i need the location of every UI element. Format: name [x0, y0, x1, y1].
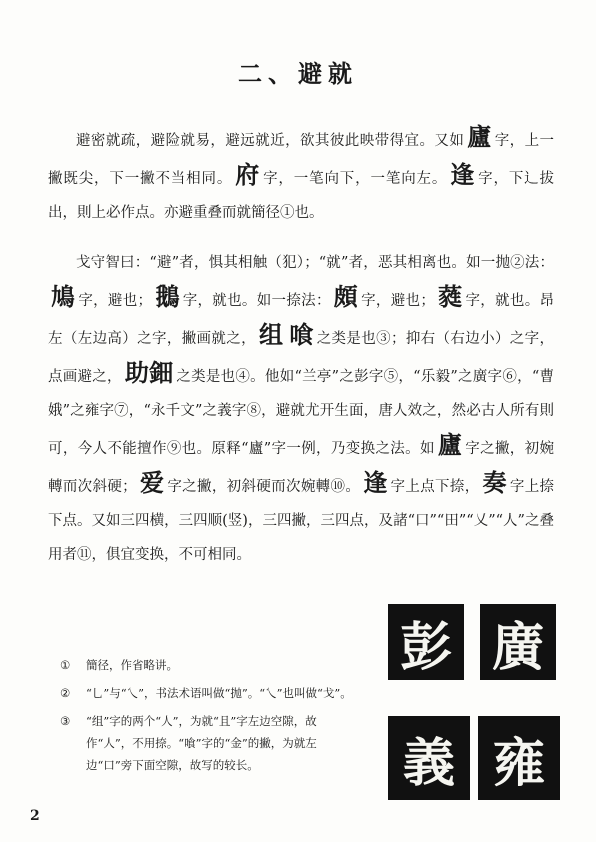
calligraphy-plate-yi: 義	[388, 716, 470, 800]
example-character: 頗	[333, 282, 359, 311]
calligraphy-plate-yong: 雍	[478, 716, 560, 800]
example-character: 府	[235, 160, 261, 189]
text-run: 字之撇，初婉轉而次斜硬；	[48, 441, 555, 495]
text-run: 字，避也；	[78, 293, 153, 309]
text-run: 字上捺下点。又如三四横，三四顺(竖)，三四撇，三四点，及諸“口”“田”“乂”“人”之叠用者⑪，俱宜变换，不可相同。	[48, 479, 555, 563]
example-character: 廬	[437, 430, 463, 459]
example-character: 鵝	[155, 282, 180, 311]
footnotes	[60, 654, 360, 782]
text-run: 字，就也。昂左（左边高）之字，撇画就之，	[48, 293, 555, 347]
paragraph-1	[48, 120, 554, 230]
example-character: 逢	[450, 160, 476, 189]
footnote-text: 簡径，作省略讲。	[86, 658, 178, 672]
text-run: 字，避也；	[361, 293, 435, 309]
example-character: 蕤	[437, 282, 463, 311]
section-title: 二、避就	[238, 59, 358, 88]
text-run: 字，下辶拔出，則上必作点。亦避重叠而就簡径①也。	[48, 171, 555, 221]
calligraphy-plate-peng: 彭	[388, 604, 464, 680]
footnote-number: ②	[60, 686, 71, 700]
text-run: 戈守智曰：“避”者，惧其相触（犯）；“就”者，恶其相离也。如一抛②法：	[76, 255, 554, 271]
footnote-number: ③	[60, 714, 71, 728]
text-run: 之类是也③；抑右（右边小）之字，点画避之，	[48, 331, 555, 385]
footnote-text: “组”字的两个“人”，为就“且”字左边空隙，故作“人”，不用捺。“喰”字的“金”的撇，为就左边“口”旁下面空隙，故写的较长。	[86, 714, 317, 772]
example-character: 组	[258, 320, 284, 349]
paragraph-2	[48, 246, 554, 572]
example-character: 爱	[139, 468, 165, 497]
page-number: 2	[30, 808, 40, 824]
text-run: 避密就疏，避险就易，避远就近，欲其彼此映带得宜。又如	[76, 133, 465, 149]
calligraphy-plate-guang: 廣	[480, 604, 556, 680]
example-character: 奏	[482, 468, 507, 497]
example-character: 廬	[467, 122, 492, 151]
footnote-number: ①	[60, 658, 71, 672]
text-run: 字上点下捺，	[390, 479, 480, 495]
text-run: 之类是也④。他如“兰亭”之彭字⑤，“乐毅”之廣字⑥，“曹娥”之雍字⑦，“永千文”之義字⑧，避就尤开生面，唐人效之，然必古人所有則可，今人不能擅作⑨也。原释“廬”字一例，乃变换之法。如	[48, 369, 555, 457]
text-run: 字之撇，初斜硬而次婉轉⑩。	[167, 479, 361, 495]
text-run: 字，一笔向下，一笔向左。	[263, 171, 448, 187]
footnote-text: “乚”与“乀”，书法术语叫做“抛”。“乀”也叫做“戈”。	[86, 686, 352, 700]
example-character: 助鈿	[124, 358, 174, 387]
example-character: 逢	[363, 468, 388, 497]
text-run: 字，就也。如一捺法：	[182, 293, 331, 309]
example-character: 鳩	[51, 282, 76, 311]
footnote	[60, 654, 360, 676]
footnote	[60, 710, 360, 776]
example-character: 喰	[289, 320, 314, 349]
footnote	[60, 682, 360, 704]
text-run: 字，上一撇既尖，下一撇不当相同。	[48, 133, 555, 187]
